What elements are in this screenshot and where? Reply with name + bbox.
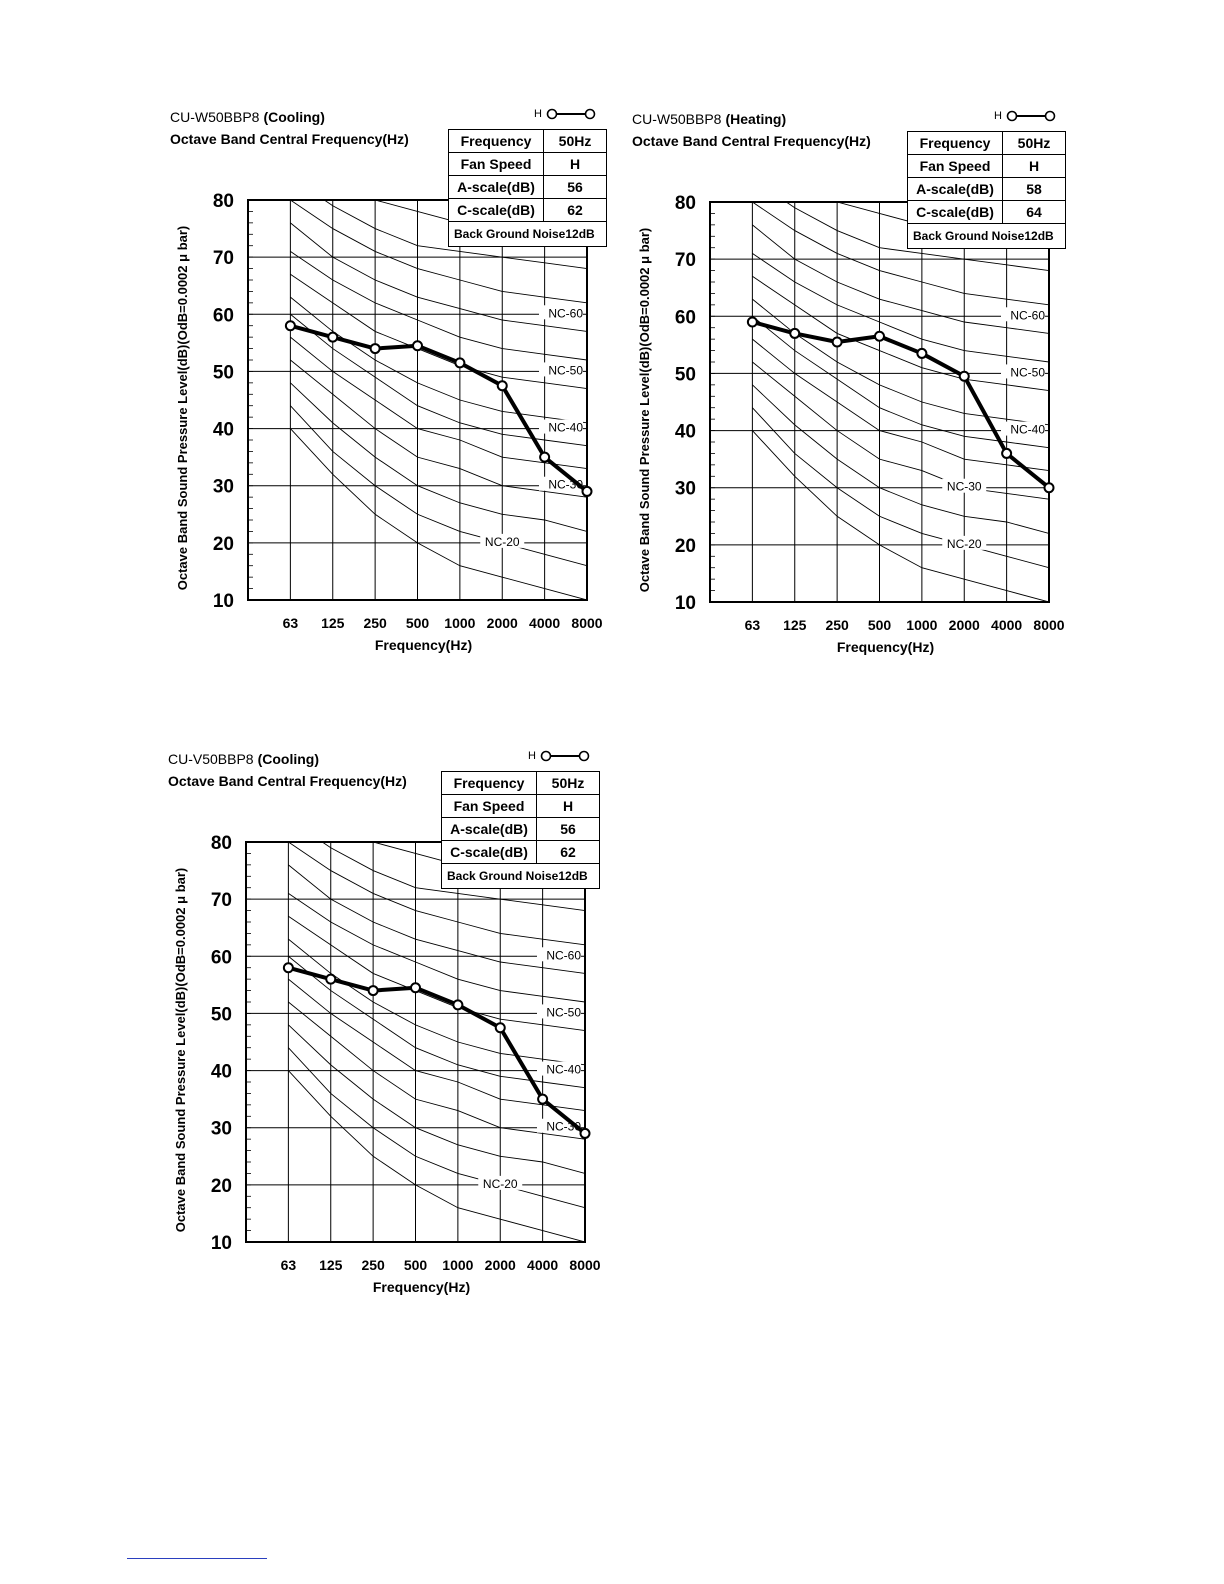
chart-panel-heating-w	[632, 108, 1092, 678]
background-noise: Back Ground Noise12dB	[449, 222, 607, 247]
legend-label: H	[994, 110, 1002, 122]
y-tick-label: 20	[210, 1175, 232, 1197]
data-point	[328, 333, 337, 342]
data-point	[496, 1023, 505, 1032]
nc-label: NC-40	[1010, 422, 1045, 437]
data-point	[748, 318, 757, 327]
x-tick-label: 1000	[906, 617, 938, 633]
nc-label: NC-40	[548, 420, 583, 435]
data-point	[371, 344, 380, 353]
x-tick-label: 1000	[442, 1257, 474, 1273]
info-table	[441, 771, 600, 889]
nc-label: NC-60	[1010, 308, 1045, 323]
info-table	[448, 129, 607, 247]
x-tick-label: 500	[403, 1257, 428, 1273]
panel-subtitle: Octave Band Central Frequency(Hz)	[170, 131, 409, 147]
y-axis-title: Octave Band Sound Pressure Level(dB)(OdB=0.0002 μ bar)	[175, 225, 190, 591]
frequency-label: Frequency	[449, 130, 544, 153]
y-tick-label: 30	[674, 478, 696, 500]
chart-panel-cooling-w	[170, 106, 630, 676]
nc-label: NC-20	[482, 1176, 518, 1191]
footnote-rule	[127, 1558, 267, 1559]
y-tick-label: 80	[210, 833, 232, 854]
y-tick-label: 50	[212, 362, 234, 384]
y-axis-title: Octave Band Sound Pressure Level(dB)(OdB=0.0002 μ bar)	[637, 227, 652, 593]
x-tick-label: 125	[319, 1257, 343, 1273]
frequency-label: Frequency	[442, 772, 537, 795]
x-tick-label: 250	[361, 1257, 385, 1273]
y-tick-label: 30	[210, 1118, 232, 1140]
x-tick-label: 125	[783, 617, 807, 633]
y-tick-label: 20	[212, 533, 234, 555]
data-point	[411, 983, 420, 992]
nc-label: NC-30	[946, 479, 982, 494]
data-point	[369, 986, 378, 995]
x-tick-label: 2000	[484, 1257, 516, 1273]
x-tick-label: 8000	[1033, 617, 1065, 633]
nc-label: NC-30	[546, 1119, 581, 1134]
x-tick-label: 63	[280, 1257, 297, 1273]
data-point	[917, 349, 926, 358]
mode-label: (Heating)	[725, 111, 787, 127]
y-tick-label: 50	[674, 364, 696, 386]
fan-speed-value: H	[544, 153, 607, 176]
c-scale-value: 62	[544, 199, 607, 222]
background-noise: Back Ground Noise12dB	[908, 224, 1066, 249]
c-scale-label: C-scale(dB)	[442, 841, 537, 864]
x-tick-label: 2000	[948, 617, 980, 633]
panel-subtitle: Octave Band Central Frequency(Hz)	[632, 133, 871, 149]
nc-label: NC-20	[946, 536, 982, 551]
x-tick-label: 8000	[569, 1257, 601, 1273]
data-point	[453, 1000, 462, 1009]
a-scale-value: 58	[1003, 178, 1066, 201]
panel-subtitle: Octave Band Central Frequency(Hz)	[168, 773, 407, 789]
chart-panel-cooling-v	[168, 748, 628, 1318]
data-point	[455, 358, 464, 367]
fan-speed-label: Fan Speed	[449, 153, 544, 176]
c-scale-value: 62	[537, 841, 600, 864]
x-tick-label: 8000	[571, 615, 603, 631]
data-point	[875, 332, 884, 341]
data-point	[538, 1095, 547, 1104]
fan-speed-value: H	[537, 795, 600, 818]
x-tick-label: 4000	[991, 617, 1023, 633]
background-noise: Back Ground Noise12dB	[442, 864, 600, 889]
x-axis-title: Frequency(Hz)	[374, 637, 473, 653]
nc-label: NC-50	[548, 363, 583, 378]
model-name: CU-V50BBP8	[168, 751, 254, 767]
c-scale-label: C-scale(dB)	[449, 199, 544, 222]
y-tick-label: 10	[212, 591, 234, 612]
frequency-value: 50Hz	[1003, 132, 1066, 155]
series-line	[288, 968, 585, 1134]
y-tick-label: 30	[212, 476, 234, 498]
mode-label: (Cooling)	[257, 751, 320, 767]
y-tick-label: 40	[674, 421, 696, 443]
mode-label: (Cooling)	[263, 109, 325, 125]
y-tick-label: 40	[212, 419, 234, 441]
data-point	[413, 341, 422, 350]
y-tick-label: 70	[674, 250, 696, 272]
c-scale-value: 64	[1003, 201, 1066, 224]
legend-label: H	[528, 750, 536, 762]
y-axis-title: Octave Band Sound Pressure Level(dB)(OdB=0.0002 μ bar)	[173, 867, 188, 1233]
x-axis-title: Frequency(Hz)	[836, 639, 935, 655]
data-point	[286, 321, 295, 330]
nc-curve	[752, 385, 1049, 534]
nc-label: NC-60	[548, 306, 583, 321]
nc-label: NC-60	[546, 948, 581, 963]
series-line	[290, 326, 587, 492]
fan-speed-label: Fan Speed	[908, 155, 1003, 178]
x-tick-label: 2000	[486, 615, 518, 631]
nc-label: NC-30	[548, 477, 583, 492]
nc-label: NC-50	[546, 1005, 581, 1020]
x-tick-label: 1000	[444, 615, 476, 631]
x-tick-label: 63	[744, 617, 761, 633]
data-point	[1002, 449, 1011, 458]
data-point	[583, 487, 592, 496]
data-point	[833, 338, 842, 347]
a-scale-value: 56	[544, 176, 607, 199]
frequency-value: 50Hz	[537, 772, 600, 795]
data-point	[540, 453, 549, 462]
data-point	[1045, 483, 1054, 492]
nc-label: NC-20	[484, 534, 520, 549]
frequency-label: Frequency	[908, 132, 1003, 155]
y-tick-label: 40	[210, 1061, 232, 1083]
legend-label: H	[534, 108, 542, 120]
y-tick-label: 60	[674, 307, 696, 329]
y-tick-label: 60	[212, 305, 234, 327]
y-tick-label: 50	[210, 1004, 232, 1026]
a-scale-label: A-scale(dB)	[908, 178, 1003, 201]
y-tick-label: 60	[210, 947, 232, 969]
y-tick-label: 70	[212, 248, 234, 270]
y-tick-label: 10	[674, 593, 696, 614]
y-tick-label: 80	[212, 191, 234, 212]
y-tick-label: 70	[210, 890, 232, 912]
model-name: CU-W50BBP8	[632, 111, 722, 127]
y-tick-label: 10	[210, 1233, 232, 1254]
data-point	[498, 381, 507, 390]
x-tick-label: 125	[321, 615, 345, 631]
nc-label: NC-50	[1010, 365, 1045, 380]
data-point	[790, 329, 799, 338]
frequency-value: 50Hz	[544, 130, 607, 153]
a-scale-value: 56	[537, 818, 600, 841]
series-line	[752, 322, 1049, 488]
x-tick-label: 250	[825, 617, 849, 633]
info-table	[907, 131, 1066, 249]
x-tick-label: 250	[363, 615, 387, 631]
a-scale-label: A-scale(dB)	[449, 176, 544, 199]
y-tick-label: 20	[674, 535, 696, 557]
nc-label: NC-40	[546, 1062, 581, 1077]
x-tick-label: 500	[867, 617, 892, 633]
x-tick-label: 4000	[527, 1257, 559, 1273]
y-tick-label: 80	[674, 193, 696, 214]
x-axis-title: Frequency(Hz)	[372, 1279, 471, 1295]
x-tick-label: 500	[405, 615, 430, 631]
data-point	[581, 1129, 590, 1138]
c-scale-label: C-scale(dB)	[908, 201, 1003, 224]
x-tick-label: 63	[282, 615, 299, 631]
x-tick-label: 4000	[529, 615, 561, 631]
model-name: CU-W50BBP8	[170, 109, 260, 125]
data-point	[960, 372, 969, 381]
data-point	[284, 963, 293, 972]
fan-speed-value: H	[1003, 155, 1066, 178]
a-scale-label: A-scale(dB)	[442, 818, 537, 841]
data-point	[326, 975, 335, 984]
fan-speed-label: Fan Speed	[442, 795, 537, 818]
